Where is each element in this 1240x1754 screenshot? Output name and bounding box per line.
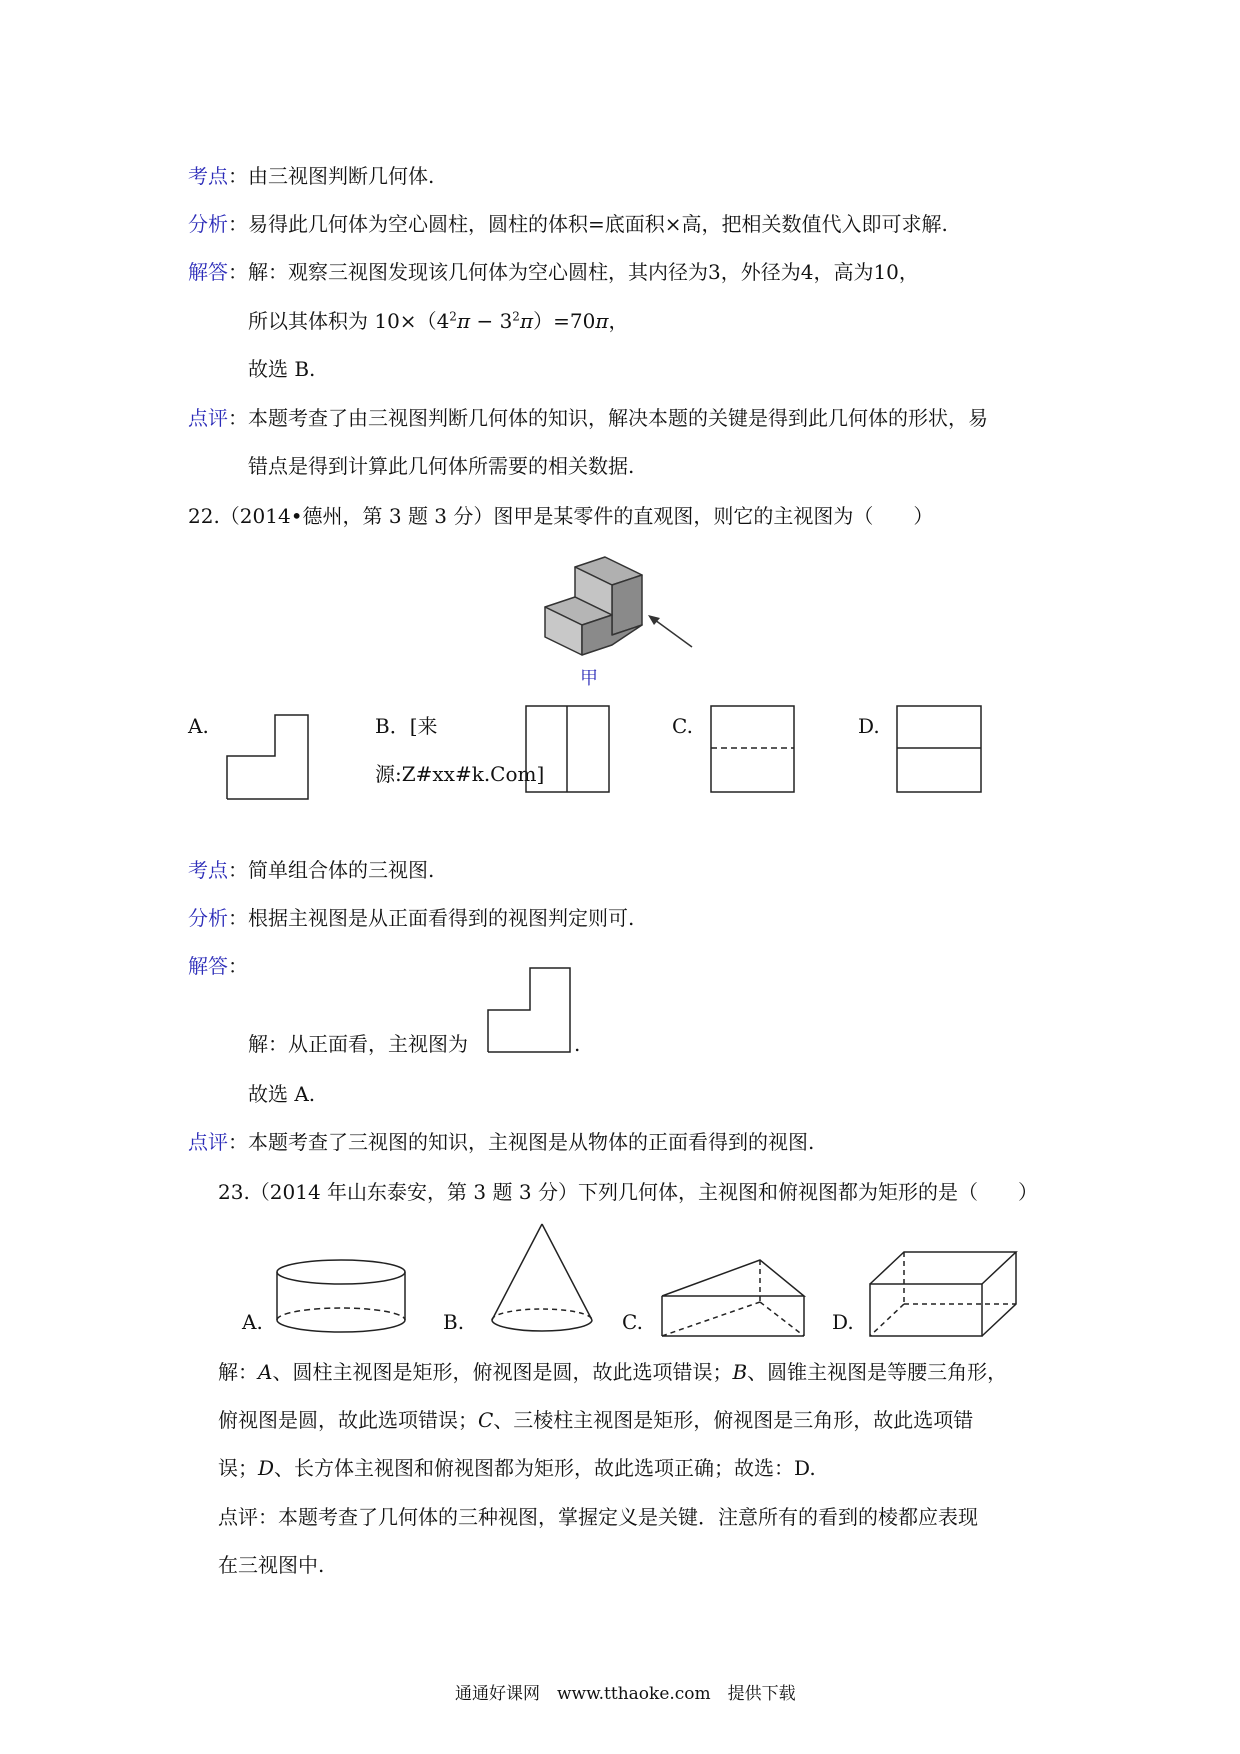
- fenxi-22: [188, 904, 634, 932]
- q22-option-b-label2: 源:Z#xx#k.Com]: [375, 762, 545, 786]
- q23-dianping-line2: 在三视图中.: [218, 1553, 325, 1577]
- dianping-21: [188, 404, 988, 432]
- exponent: 2: [449, 309, 457, 324]
- q22-answer-shape: [486, 966, 572, 1054]
- jieda-21-line2: [248, 307, 628, 335]
- dianping-21-line2: 错点是得到计算此几何体所需要的相关数据.: [248, 454, 635, 478]
- q22-option-c-shape: [710, 705, 795, 793]
- colon: ：: [228, 906, 248, 930]
- kaodian-label: 考点: [188, 858, 228, 882]
- q22-option-a-shape: [225, 713, 310, 801]
- q23-option-d-label: D.: [832, 1310, 854, 1334]
- jieda-21: [188, 258, 919, 286]
- q23-solution-line2: [218, 1406, 973, 1434]
- q23-option-c-prism: [660, 1258, 806, 1338]
- pi-symbol: π: [595, 309, 609, 333]
- colon: ：: [228, 954, 248, 978]
- option-letter: B: [732, 1360, 748, 1384]
- q23-option-c-label: C.: [622, 1310, 643, 1334]
- formula-end: ，: [608, 309, 629, 333]
- q22-option-b-label1: B．[来: [375, 714, 438, 738]
- colon: ：: [228, 1130, 248, 1154]
- q23-option-a-label: A.: [242, 1310, 263, 1334]
- kaodian-21: [188, 162, 434, 190]
- text: 、三棱柱主视图是矩形，俯视图是三角形，故此选项错: [493, 1408, 974, 1432]
- jieda-line1: 解：观察三视图发现该几何体为空心圆柱，其内径为3，外径为4，高为10，: [248, 260, 919, 284]
- fenxi-21: [188, 210, 948, 238]
- colon: ：: [228, 858, 248, 882]
- q23-option-d-cuboid: [868, 1250, 1018, 1338]
- option-letter: C: [478, 1408, 494, 1432]
- text: 、圆锥主视图是等腰三角形，: [747, 1360, 1008, 1384]
- fenxi-label: 分析: [188, 906, 228, 930]
- q23-solution-line1: [218, 1358, 1007, 1386]
- colon: ：: [228, 164, 248, 188]
- option-letter: D: [258, 1456, 275, 1480]
- text: 误；: [218, 1456, 258, 1480]
- kaodian-22: [188, 856, 434, 884]
- q23-option-b-cone: [490, 1222, 594, 1334]
- q22-option-d-label: D.: [858, 714, 880, 738]
- q23-option-b-label: B.: [443, 1310, 465, 1334]
- fenxi-label: 分析: [188, 212, 228, 236]
- jieda-22-choice: 故选 A.: [248, 1082, 316, 1106]
- text: 、圆柱主视图是矩形，俯视图是圆，故此选项错误；: [272, 1360, 733, 1384]
- text: 解：: [218, 1360, 258, 1384]
- q23-stem: 23.（2014 年山东泰安，第 3 题 3 分）下列几何体，主视图和俯视图都为矩形的是（ ）: [218, 1180, 1038, 1204]
- q22-option-a-label: A.: [188, 714, 209, 738]
- text: 俯视图是圆，故此选项错误；: [218, 1408, 478, 1432]
- q22-part-figure: [540, 555, 700, 675]
- dianping-line1: 本题考查了由三视图判断几何体的知识，解决本题的关键是得到此几何体的形状，易: [248, 406, 988, 430]
- q22-option-c-label: C.: [672, 714, 693, 738]
- kaodian-label: 考点: [188, 164, 228, 188]
- colon: ：: [228, 212, 248, 236]
- exponent: 2: [512, 309, 520, 324]
- kaodian-text: 由三视图判断几何体.: [248, 164, 435, 188]
- dianping-text: 本题考查了三视图的知识，主视图是从物体的正面看得到的视图.: [248, 1130, 815, 1154]
- jieda-label: 解答: [188, 954, 228, 978]
- formula-prefix: 所以其体积为 10×（4: [248, 309, 450, 333]
- q23-option-a-cylinder: [275, 1258, 407, 1334]
- jieda-21-line3: 故选 B.: [248, 357, 316, 381]
- option-letter: A: [258, 1360, 273, 1384]
- pi-symbol: π: [519, 309, 534, 333]
- colon: ：: [228, 406, 248, 430]
- colon: ：: [228, 260, 248, 284]
- figure-caption: 甲: [580, 668, 598, 689]
- text: 、长方体主视图和俯视图都为矩形，故此选项正确；故选：D.: [274, 1456, 816, 1480]
- q22-option-d-shape: [896, 705, 982, 793]
- dianping-label: 点评: [188, 1130, 228, 1154]
- fenxi-text: 根据主视图是从正面看得到的视图判定则可.: [248, 906, 635, 930]
- formula-minus: − 3: [470, 309, 513, 333]
- kaodian-text: 简单组合体的三视图.: [248, 858, 435, 882]
- page-footer: 通通好课网 www.tthaoke.com 提供下载: [455, 1684, 796, 1704]
- q22-stem: 22.（2014•德州，第 3 题 3 分）图甲是某零件的直观图，则它的主视图为（ ）: [188, 504, 934, 528]
- dianping-label: 点评: [188, 406, 228, 430]
- jieda-22-period: .: [574, 1032, 581, 1056]
- jieda-22: [188, 952, 248, 980]
- q23-solution-line3: [218, 1454, 816, 1482]
- jieda-22-text: 解：从正面看，主视图为: [248, 1032, 468, 1056]
- q23-dianping-line1: 点评：本题考查了几何体的三种视图，掌握定义是关键．注意所有的看到的棱都应表现: [218, 1505, 978, 1529]
- fenxi-text: 易得此几何体为空心圆柱，圆柱的体积=底面积×高，把相关数值代入即可求解.: [248, 212, 948, 236]
- q22-option-b-shape: [525, 705, 610, 793]
- formula-suffix: ）=70: [533, 309, 596, 333]
- pi-symbol: π: [456, 309, 471, 333]
- dianping-22: [188, 1128, 814, 1156]
- jieda-label: 解答: [188, 260, 228, 284]
